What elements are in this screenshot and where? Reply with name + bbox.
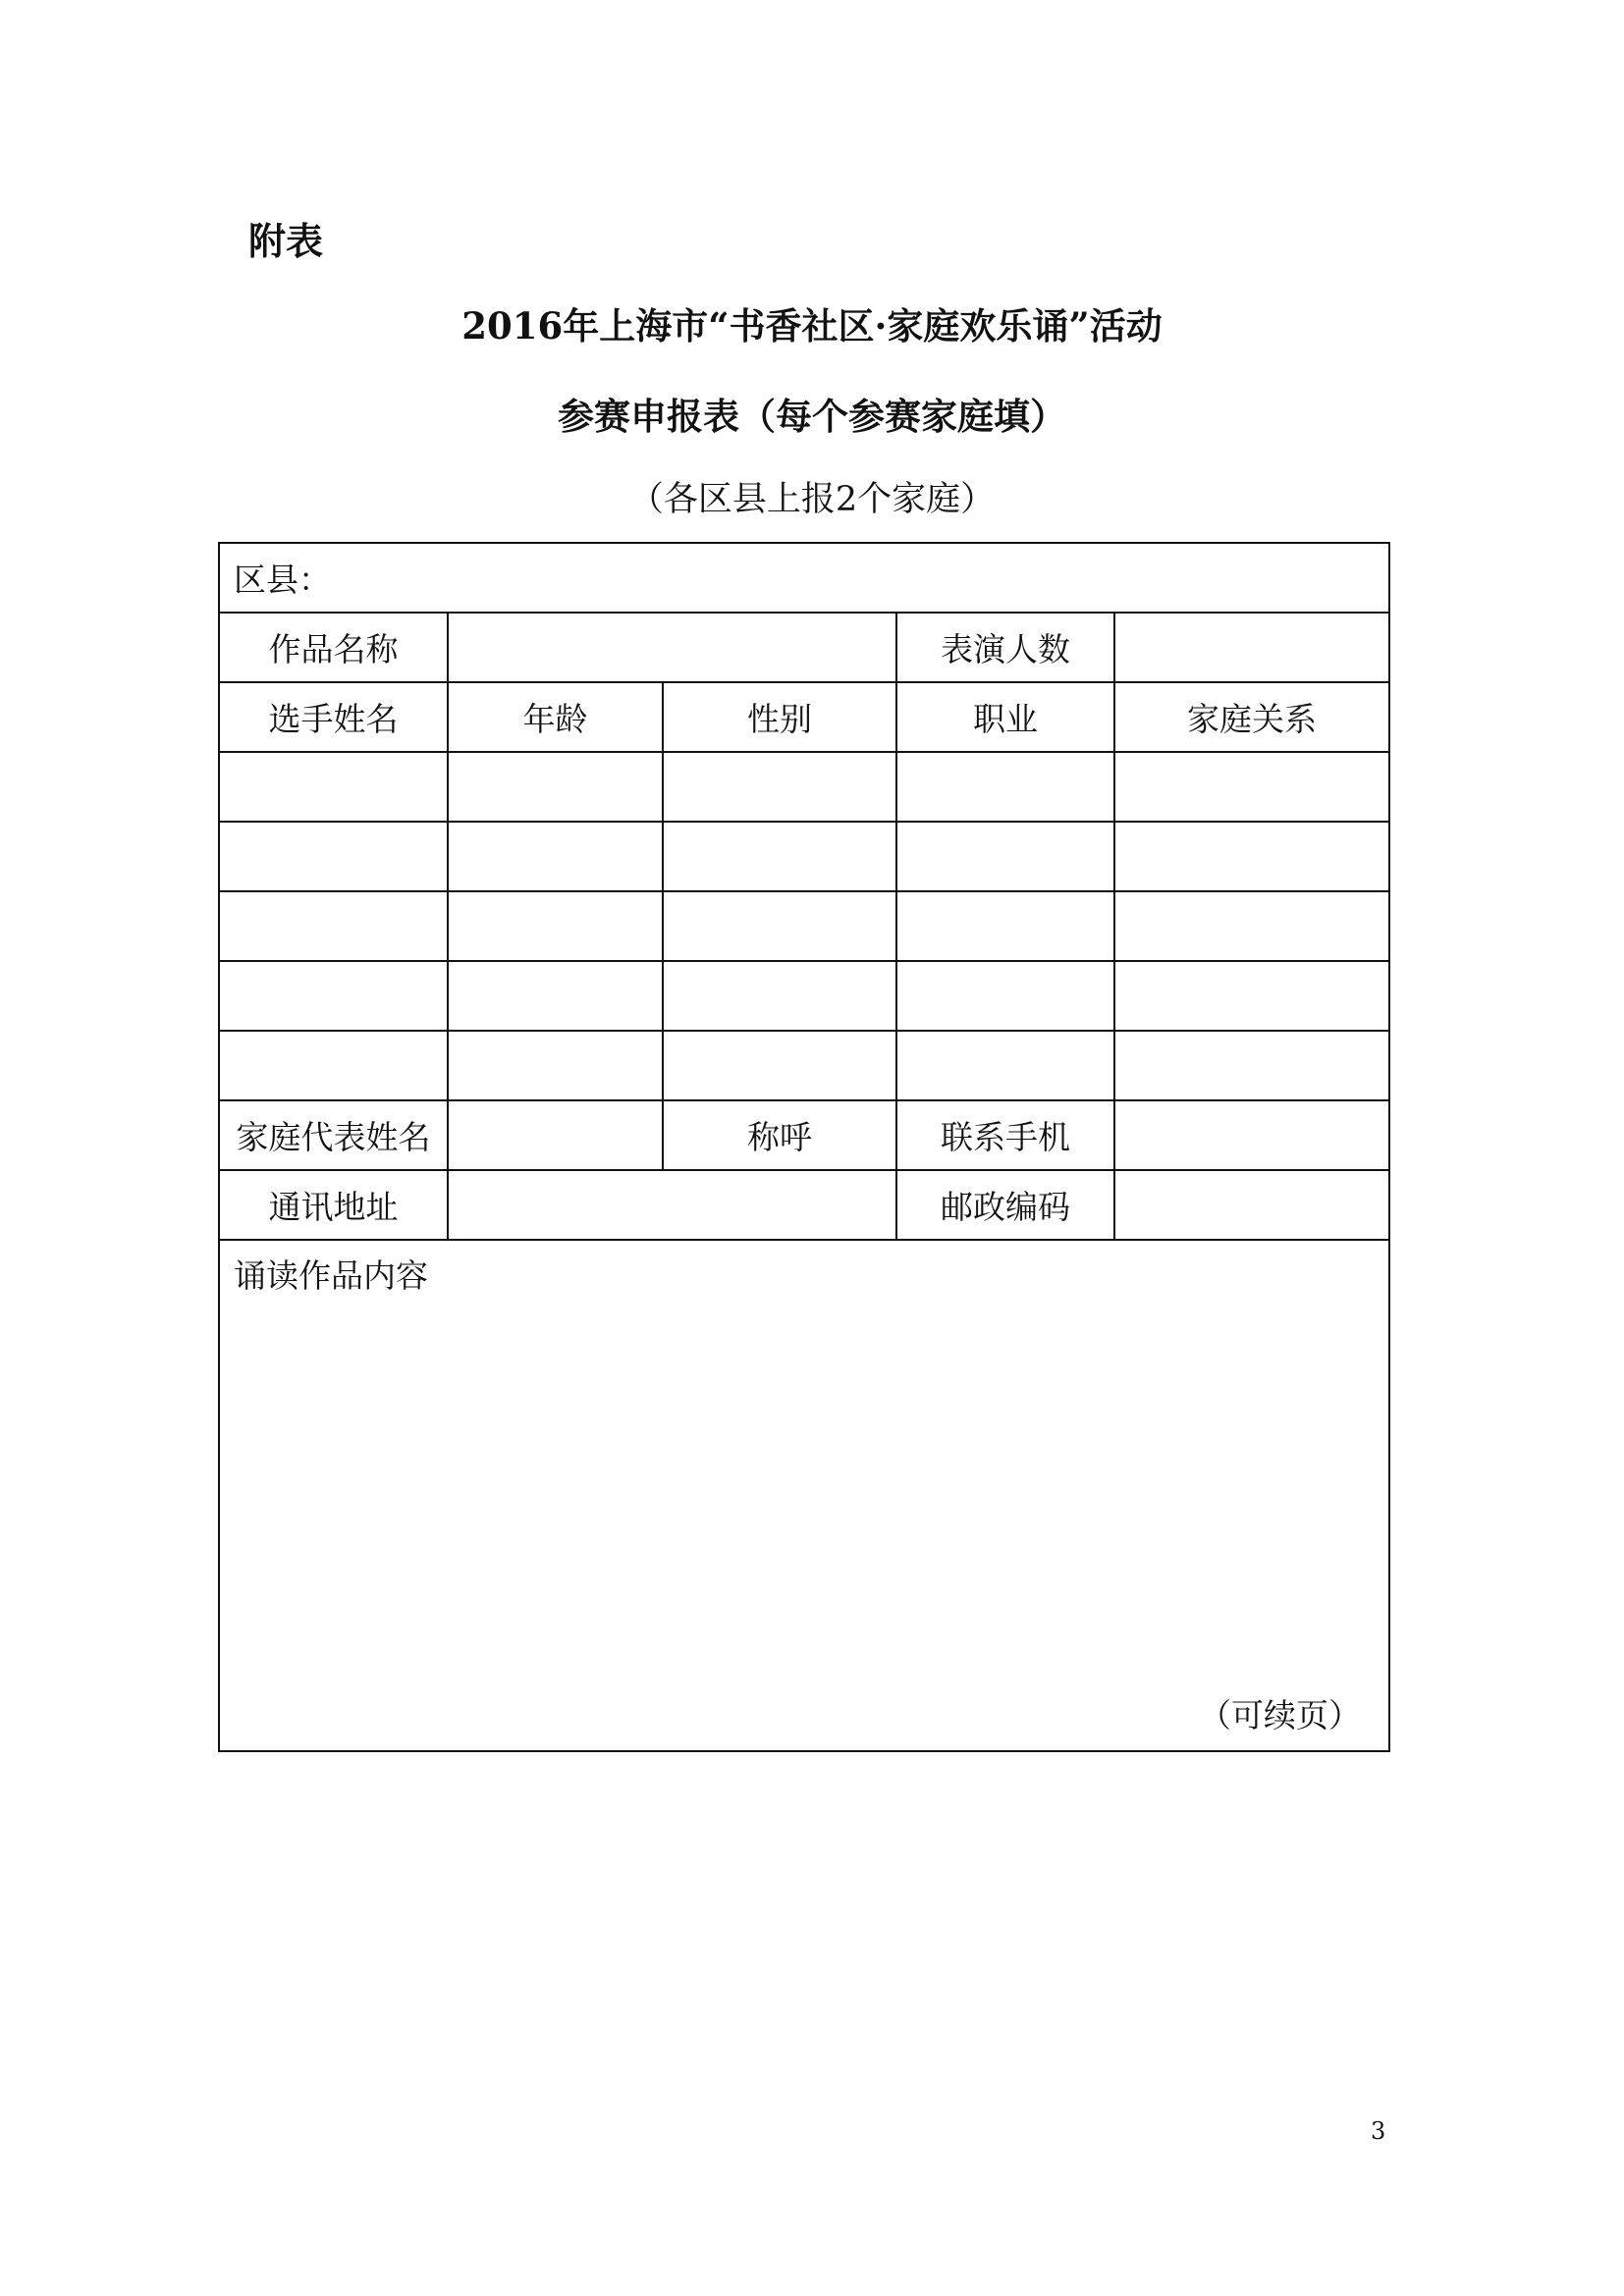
member-age-cell[interactable] [448,1031,663,1100]
member-age-cell[interactable] [448,822,663,891]
member-relation-cell[interactable] [1114,822,1389,891]
member-name-cell[interactable] [219,1031,448,1100]
representative-name-label: 家庭代表姓名 [219,1100,448,1170]
appendix-label: 附表 [248,220,324,263]
member-row [219,822,1389,891]
member-name-cell[interactable] [219,822,448,891]
mobile-label: 联系手机 [896,1100,1114,1170]
title-label: 称呼 [663,1100,896,1170]
recitation-content-field[interactable] [219,1240,1389,1751]
content-row [219,1240,1389,1751]
member-gender-cell[interactable] [663,1031,896,1100]
member-occupation-cell[interactable] [896,891,1114,961]
registration-form-table [218,542,1390,1752]
mobile-field[interactable] [1114,1100,1389,1170]
address-label: 通讯地址 [219,1170,448,1240]
postcode-field[interactable] [1114,1170,1389,1240]
member-row [219,752,1389,822]
address-row [219,1170,1389,1240]
work-row [219,613,1389,682]
postcode-label: 邮政编码 [896,1170,1114,1240]
performer-count-field[interactable] [1114,613,1389,682]
member-age-cell[interactable] [448,752,663,822]
work-name-field[interactable] [448,613,896,682]
member-relation-cell[interactable] [1114,961,1389,1031]
member-relation-cell[interactable] [1114,1031,1389,1100]
representative-name-field[interactable] [448,1100,663,1170]
member-name-cell[interactable] [219,891,448,961]
member-gender-cell[interactable] [663,961,896,1031]
member-relation-cell[interactable] [1114,752,1389,822]
member-header-row [219,682,1389,752]
header-gender: 性别 [663,682,896,752]
district-label: 区县： [234,561,331,599]
member-gender-cell[interactable] [663,891,896,961]
recitation-content-label: 诵读作品内容 [234,1256,428,1295]
work-name-label: 作品名称 [219,613,448,682]
member-occupation-cell[interactable] [896,961,1114,1031]
address-field[interactable] [448,1170,896,1240]
member-row [219,1031,1389,1100]
member-occupation-cell[interactable] [896,822,1114,891]
performer-count-label: 表演人数 [896,613,1114,682]
header-occupation: 职业 [896,682,1114,752]
district-field[interactable] [219,543,1389,613]
member-gender-cell[interactable] [663,752,896,822]
form-subtitle: 参赛申报表（每个参赛家庭填） [558,395,1066,438]
member-gender-cell[interactable] [663,822,896,891]
member-name-cell[interactable] [219,752,448,822]
member-age-cell[interactable] [448,961,663,1031]
member-relation-cell[interactable] [1114,891,1389,961]
member-age-cell[interactable] [448,891,663,961]
header-family-relation: 家庭关系 [1114,682,1389,752]
member-occupation-cell[interactable] [896,1031,1114,1100]
member-row [219,961,1389,1031]
header-contestant-name: 选手姓名 [219,682,448,752]
continue-page-note: （可续页） [1199,1696,1361,1735]
header-age: 年龄 [448,682,663,752]
member-row [219,891,1389,961]
district-row [219,543,1389,613]
form-title: 2016年上海市“书香社区·家庭欢乐诵”活动 [461,304,1163,347]
member-name-cell[interactable] [219,961,448,1031]
form-note: （各区县上报2个家庭） [628,480,996,519]
member-occupation-cell[interactable] [896,752,1114,822]
page-number: 3 [1371,2117,1386,2145]
representative-row [219,1100,1389,1170]
